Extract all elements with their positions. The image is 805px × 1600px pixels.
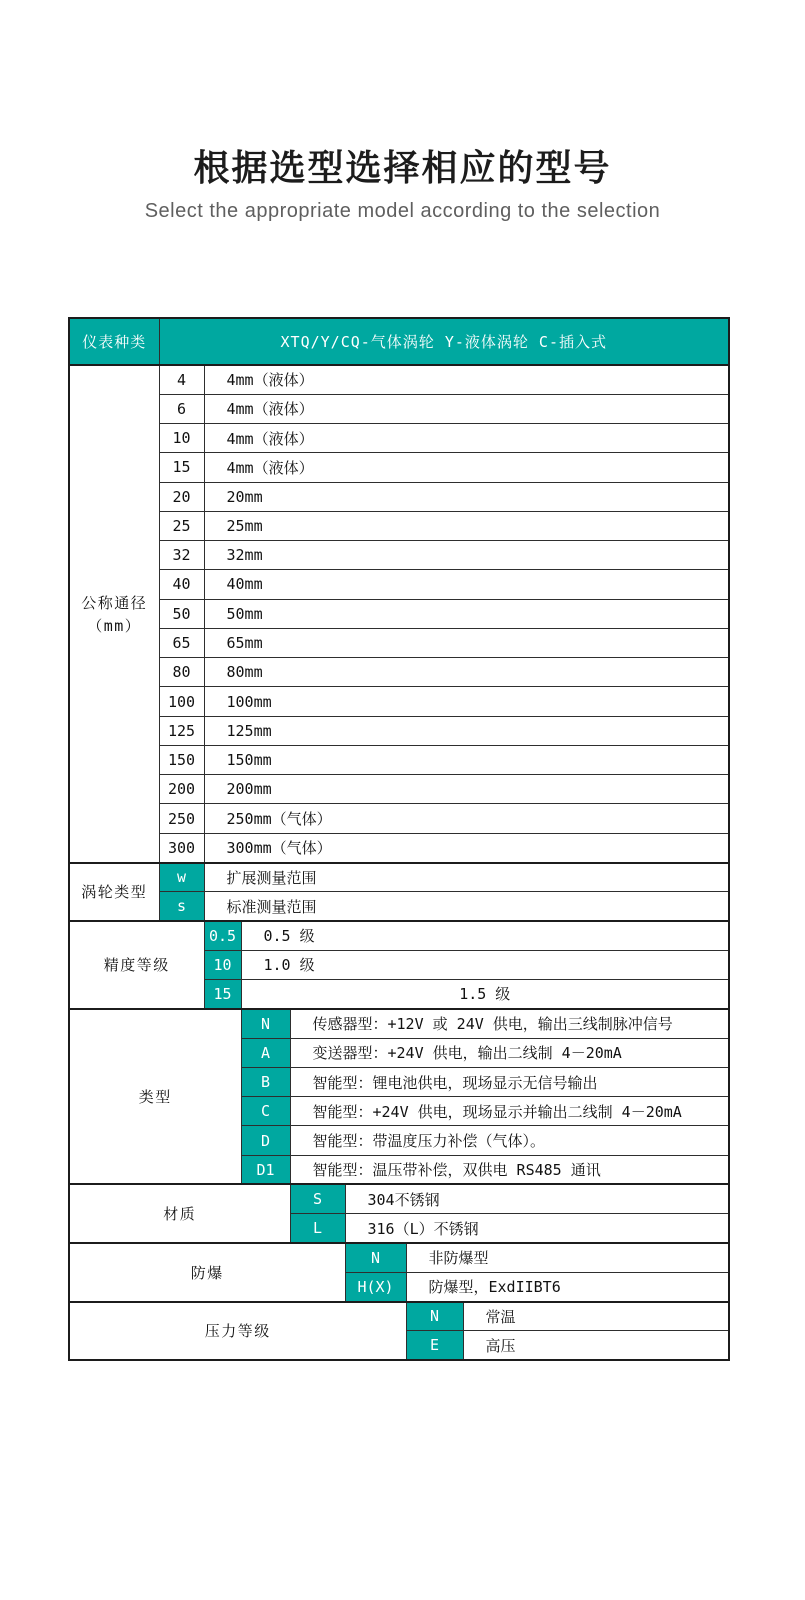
table-row [69, 482, 729, 511]
code-cell: 15 [159, 453, 204, 482]
desc-cell: 智能型：锂电池供电，现场显示无信号输出 [290, 1067, 729, 1096]
desc-cell: 80mm [204, 658, 729, 687]
code-cell: s [159, 892, 204, 921]
section-label [69, 921, 204, 1009]
table-row [69, 745, 729, 774]
table-row [69, 628, 729, 657]
code-cell: L [290, 1214, 345, 1243]
section-label-text: 防爆 [190, 1263, 224, 1282]
desc-cell: 4mm（液体） [204, 424, 729, 453]
table-row [69, 863, 729, 892]
code-cell: 15 [204, 980, 241, 1009]
desc-cell: 150mm [204, 745, 729, 774]
desc-cell: 4mm（液体） [204, 394, 729, 423]
code-cell: B [241, 1067, 290, 1096]
table-row [69, 1302, 729, 1331]
desc-cell: 变送器型：+24V 供电，输出二线制 4－20mA [290, 1038, 729, 1067]
desc-cell: 智能型：带温度压力补偿（气体）。 [290, 1126, 729, 1155]
page-header [0, 140, 805, 223]
desc-cell: 常温 [463, 1302, 729, 1331]
section-label-text: 公称通径 [81, 593, 148, 612]
section-label [69, 1243, 345, 1302]
desc-cell: 非防爆型 [406, 1243, 729, 1272]
table-row [69, 687, 729, 716]
table-row [69, 658, 729, 687]
desc-cell: 250mm（气体） [204, 804, 729, 833]
code-cell: 300 [159, 833, 204, 862]
desc-cell: 传感器型：+12V 或 24V 供电，输出三线制脉冲信号 [290, 1009, 729, 1038]
code-cell: D1 [241, 1155, 290, 1184]
table-row [69, 1184, 729, 1213]
code-cell: 0.5 [204, 921, 241, 950]
desc-cell: 高压 [463, 1331, 729, 1360]
desc-cell: 25mm [204, 511, 729, 540]
desc-cell: 316（L）不锈钢 [345, 1214, 729, 1243]
desc-cell: 40mm [204, 570, 729, 599]
desc-cell: 1.0 级 [241, 950, 729, 979]
code-cell: 200 [159, 775, 204, 804]
code-cell: 50 [159, 599, 204, 628]
desc-cell: 智能型：温压带补偿，双供电 RS485 通讯 [290, 1155, 729, 1184]
code-cell: w [159, 863, 204, 892]
code-cell: 100 [159, 687, 204, 716]
code-cell: 65 [159, 628, 204, 657]
code-cell: S [290, 1184, 345, 1213]
table-row [69, 599, 729, 628]
table-row [69, 511, 729, 540]
code-cell: 125 [159, 716, 204, 745]
section-label [69, 1184, 290, 1243]
section-label [69, 1009, 241, 1185]
desc-cell: 智能型：+24V 供电，现场显示并输出二线制 4－20mA [290, 1097, 729, 1126]
table-row [69, 424, 729, 453]
code-cell: 20 [159, 482, 204, 511]
code-cell: C [241, 1097, 290, 1126]
desc-cell: 4mm（液体） [204, 453, 729, 482]
table-row [69, 921, 729, 950]
header-model-series: XTQ/Y/CQ-气体涡轮 Y-液体涡轮 C-插入式 [159, 318, 729, 365]
desc-cell: 65mm [204, 628, 729, 657]
code-cell: 150 [159, 745, 204, 774]
code-cell: 6 [159, 394, 204, 423]
section-label-text: 压力等级 [204, 1322, 271, 1341]
desc-cell: 125mm [204, 716, 729, 745]
desc-cell: 32mm [204, 541, 729, 570]
table-row [69, 775, 729, 804]
table-row [69, 716, 729, 745]
code-cell: A [241, 1038, 290, 1067]
section-label-text: 精度等级 [103, 956, 170, 975]
table-row [69, 394, 729, 423]
table-row [69, 804, 729, 833]
code-cell: 40 [159, 570, 204, 599]
code-cell: D [241, 1126, 290, 1155]
desc-cell: 1.5 级 [241, 980, 729, 1009]
desc-cell: 扩展测量范围 [204, 863, 729, 892]
desc-cell: 20mm [204, 482, 729, 511]
table-row [69, 453, 729, 482]
code-cell: E [406, 1331, 463, 1360]
section-label-text: 涡轮类型 [81, 883, 148, 902]
code-cell: 250 [159, 804, 204, 833]
desc-cell: 300mm（气体） [204, 833, 729, 862]
model-selection-table [68, 317, 730, 1361]
code-cell: H(X) [345, 1272, 406, 1301]
table-header-row [69, 318, 729, 365]
code-cell: 10 [204, 950, 241, 979]
table-row [69, 833, 729, 862]
code-cell: 4 [159, 365, 204, 394]
desc-cell: 50mm [204, 599, 729, 628]
page-subtitle: Select the appropriate model according to the selection [144, 200, 661, 222]
section-label [69, 365, 159, 863]
desc-cell: 4mm（液体） [204, 365, 729, 394]
header-instrument-category: 仪表种类 [69, 318, 159, 365]
desc-cell: 100mm [204, 687, 729, 716]
section-label-unit: （mm） [87, 616, 142, 635]
table-row [69, 1009, 729, 1038]
code-cell: N [345, 1243, 406, 1272]
code-cell: N [406, 1302, 463, 1331]
desc-cell: 304不锈钢 [345, 1184, 729, 1213]
section-label-text: 类型 [138, 1088, 172, 1107]
desc-cell: 防爆型，ExdIIBT6 [406, 1272, 729, 1301]
desc-cell: 标准测量范围 [204, 892, 729, 921]
table-row [69, 892, 729, 921]
page-title: 根据选型选择相应的型号 [193, 147, 612, 188]
section-label-text: 材质 [163, 1205, 197, 1224]
code-cell: N [241, 1009, 290, 1038]
table-row [69, 1243, 729, 1272]
code-cell: 80 [159, 658, 204, 687]
desc-cell: 0.5 级 [241, 921, 729, 950]
table-row [69, 365, 729, 394]
code-cell: 10 [159, 424, 204, 453]
section-label [69, 863, 159, 922]
code-cell: 25 [159, 511, 204, 540]
table-row [69, 541, 729, 570]
table-body [69, 365, 729, 1360]
section-label [69, 1302, 406, 1361]
desc-cell: 200mm [204, 775, 729, 804]
model-selection-table-wrap [68, 317, 730, 1361]
table-row [69, 570, 729, 599]
code-cell: 32 [159, 541, 204, 570]
